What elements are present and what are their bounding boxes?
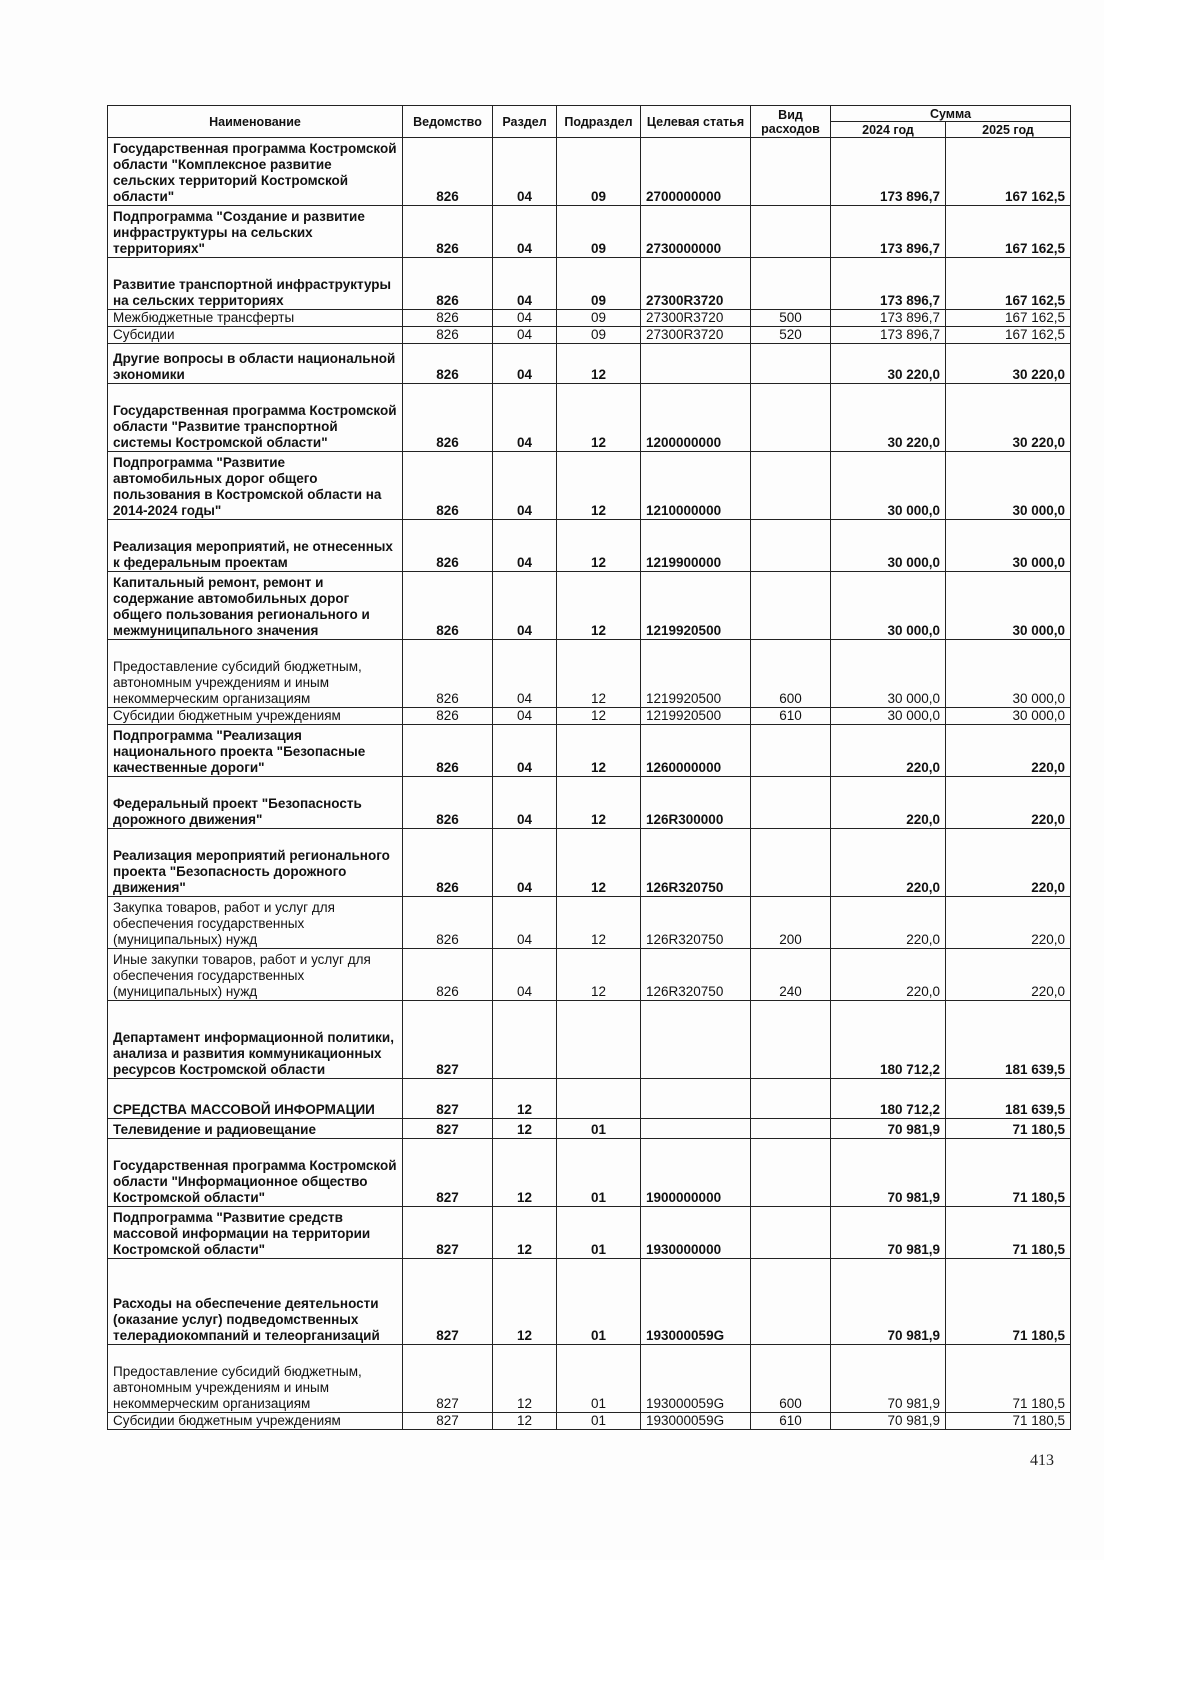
cell-sum-2024: 173 896,7 [831, 206, 946, 258]
table-header [108, 106, 1071, 138]
cell-celevaya-statya: 193000059G [641, 1345, 751, 1413]
cell-vid-rashodov: 610 [751, 1413, 831, 1430]
cell-sum-2025: 181 639,5 [946, 1079, 1071, 1119]
header-year-2025: 2025 год [946, 122, 1071, 138]
cell-name: Федеральный проект "Безопасность дорожного движения" [108, 777, 403, 829]
cell-podrazdel: 09 [557, 310, 641, 327]
cell-celevaya-statya: 126R320750 [641, 949, 751, 1001]
cell-podrazdel: 12 [557, 384, 641, 452]
cell-sum-2025: 30 220,0 [946, 344, 1071, 384]
cell-sum-2025: 167 162,5 [946, 327, 1071, 344]
cell-celevaya-statya: 2700000000 [641, 138, 751, 206]
cell-name: Телевидение и радиовещание [108, 1119, 403, 1139]
cell-sum-2025: 220,0 [946, 829, 1071, 897]
cell-vid-rashodov: 520 [751, 327, 831, 344]
cell-vedomstvo: 827 [403, 1139, 493, 1207]
cell-razdel: 04 [493, 310, 557, 327]
cell-name: Иные закупки товаров, работ и услуг для обеспечения государственных (муниципальных) нужд [108, 949, 403, 1001]
cell-vedomstvo: 826 [403, 777, 493, 829]
cell-sum-2025: 167 162,5 [946, 310, 1071, 327]
cell-vedomstvo: 827 [403, 1345, 493, 1413]
cell-vedomstvo: 826 [403, 344, 493, 384]
cell-vedomstvo: 826 [403, 708, 493, 725]
cell-vid-rashodov [751, 138, 831, 206]
cell-vid-rashodov: 240 [751, 949, 831, 1001]
cell-sum-2024: 70 981,9 [831, 1139, 946, 1207]
cell-sum-2024: 30 220,0 [831, 384, 946, 452]
cell-name: Закупка товаров, работ и услуг для обеспечения государственных (муниципальных) нужд [108, 897, 403, 949]
cell-vedomstvo: 826 [403, 520, 493, 572]
cell-sum-2024: 173 896,7 [831, 138, 946, 206]
header-podrazdel: Подраздел [557, 106, 641, 138]
cell-sum-2024: 173 896,7 [831, 258, 946, 310]
cell-celevaya-statya [641, 1079, 751, 1119]
cell-sum-2025: 30 000,0 [946, 452, 1071, 520]
cell-razdel: 12 [493, 1345, 557, 1413]
cell-vedomstvo: 827 [403, 1119, 493, 1139]
cell-sum-2024: 173 896,7 [831, 327, 946, 344]
cell-sum-2024: 70 981,9 [831, 1413, 946, 1430]
cell-vedomstvo: 826 [403, 572, 493, 640]
cell-name: Реализация мероприятий, не отнесенных к федеральным проектам [108, 520, 403, 572]
cell-sum-2025: 30 220,0 [946, 384, 1071, 452]
cell-podrazdel: 12 [557, 708, 641, 725]
cell-razdel: 12 [493, 1139, 557, 1207]
cell-podrazdel: 12 [557, 725, 641, 777]
cell-razdel: 12 [493, 1413, 557, 1430]
cell-razdel: 12 [493, 1259, 557, 1345]
cell-sum-2025: 220,0 [946, 897, 1071, 949]
table-row [108, 1079, 1071, 1119]
cell-sum-2025: 181 639,5 [946, 1001, 1071, 1079]
cell-name: Департамент информационной политики, анализа и развития коммуникационных ресурсов Костромской области [108, 1001, 403, 1079]
table-row [108, 1345, 1071, 1413]
cell-sum-2024: 220,0 [831, 725, 946, 777]
cell-podrazdel: 01 [557, 1119, 641, 1139]
cell-sum-2024: 30 000,0 [831, 572, 946, 640]
cell-podrazdel: 12 [557, 452, 641, 520]
cell-razdel: 04 [493, 520, 557, 572]
cell-name: Государственная программа Костромской области "Комплексное развитие сельских территорий Костромской области" [108, 138, 403, 206]
cell-podrazdel [557, 1079, 641, 1119]
cell-vid-rashodov [751, 520, 831, 572]
cell-vedomstvo: 826 [403, 829, 493, 897]
cell-sum-2024: 30 220,0 [831, 344, 946, 384]
cell-name: Подпрограмма "Развитие автомобильных дорог общего пользования в Костромской области на 2014-2024 годы" [108, 452, 403, 520]
cell-vedomstvo: 827 [403, 1079, 493, 1119]
cell-sum-2025: 30 000,0 [946, 572, 1071, 640]
table-row [108, 206, 1071, 258]
cell-name: Предоставление субсидий бюджетным, автономным учреждениям и иным некоммерческим организациям [108, 1345, 403, 1413]
table-row [108, 897, 1071, 949]
cell-name: Государственная программа Костромской области "Информационное общество Костромской области" [108, 1139, 403, 1207]
cell-razdel: 04 [493, 258, 557, 310]
cell-podrazdel: 12 [557, 897, 641, 949]
cell-sum-2024: 30 000,0 [831, 452, 946, 520]
cell-celevaya-statya: 2730000000 [641, 206, 751, 258]
cell-celevaya-statya: 193000059G [641, 1413, 751, 1430]
cell-vedomstvo: 826 [403, 897, 493, 949]
cell-sum-2024: 220,0 [831, 777, 946, 829]
cell-vid-rashodov [751, 829, 831, 897]
table-row [108, 138, 1071, 206]
cell-name: Субсидии бюджетным учреждениям [108, 708, 403, 725]
cell-sum-2025: 30 000,0 [946, 520, 1071, 572]
cell-podrazdel: 12 [557, 520, 641, 572]
cell-razdel: 04 [493, 206, 557, 258]
cell-vid-rashodov [751, 1139, 831, 1207]
cell-sum-2024: 180 712,2 [831, 1001, 946, 1079]
cell-podrazdel: 01 [557, 1207, 641, 1259]
cell-podrazdel: 09 [557, 138, 641, 206]
cell-podrazdel: 01 [557, 1139, 641, 1207]
cell-podrazdel: 12 [557, 572, 641, 640]
cell-razdel: 04 [493, 725, 557, 777]
cell-celevaya-statya: 1930000000 [641, 1207, 751, 1259]
cell-razdel: 04 [493, 344, 557, 384]
cell-podrazdel: 01 [557, 1259, 641, 1345]
table-row [108, 1259, 1071, 1345]
header-vid-rashodov: Вид расходов [751, 106, 831, 138]
cell-celevaya-statya: 1219900000 [641, 520, 751, 572]
cell-razdel [493, 1001, 557, 1079]
cell-podrazdel [557, 1001, 641, 1079]
cell-celevaya-statya: 1900000000 [641, 1139, 751, 1207]
cell-name: Подпрограмма "Развитие средств массовой информации на территории Костромской области" [108, 1207, 403, 1259]
cell-podrazdel: 12 [557, 777, 641, 829]
cell-sum-2024: 173 896,7 [831, 310, 946, 327]
cell-podrazdel: 12 [557, 829, 641, 897]
cell-name: СРЕДСТВА МАССОВОЙ ИНФОРМАЦИИ [108, 1079, 403, 1119]
cell-celevaya-statya: 126R320750 [641, 829, 751, 897]
cell-sum-2025: 71 180,5 [946, 1259, 1071, 1345]
cell-vid-rashodov: 600 [751, 1345, 831, 1413]
cell-name: Субсидии [108, 327, 403, 344]
table-row [108, 1001, 1071, 1079]
cell-name: Государственная программа Костромской области "Развитие транспортной системы Костромской области" [108, 384, 403, 452]
cell-name: Межбюджетные трансферты [108, 310, 403, 327]
cell-vedomstvo: 826 [403, 258, 493, 310]
cell-vid-rashodov [751, 452, 831, 520]
cell-sum-2025: 30 000,0 [946, 640, 1071, 708]
cell-razdel: 12 [493, 1207, 557, 1259]
cell-vid-rashodov [751, 1259, 831, 1345]
header-year-2024: 2024 год [831, 122, 946, 138]
cell-vedomstvo: 826 [403, 452, 493, 520]
cell-podrazdel: 12 [557, 949, 641, 1001]
cell-sum-2025: 71 180,5 [946, 1207, 1071, 1259]
cell-podrazdel: 12 [557, 640, 641, 708]
table-row [108, 1139, 1071, 1207]
cell-sum-2025: 167 162,5 [946, 206, 1071, 258]
cell-vedomstvo: 826 [403, 310, 493, 327]
cell-vid-rashodov [751, 384, 831, 452]
cell-sum-2025: 220,0 [946, 949, 1071, 1001]
cell-celevaya-statya [641, 1119, 751, 1139]
cell-sum-2025: 220,0 [946, 725, 1071, 777]
cell-vid-rashodov: 610 [751, 708, 831, 725]
cell-name: Развитие транспортной инфраструктуры на сельских территориях [108, 258, 403, 310]
cell-vid-rashodov [751, 344, 831, 384]
header-razdel: Раздел [493, 106, 557, 138]
cell-podrazdel: 01 [557, 1413, 641, 1430]
cell-vid-rashodov [751, 725, 831, 777]
table-row [108, 949, 1071, 1001]
cell-razdel: 04 [493, 138, 557, 206]
cell-podrazdel: 09 [557, 258, 641, 310]
cell-celevaya-statya: 126R320750 [641, 897, 751, 949]
cell-vid-rashodov [751, 572, 831, 640]
cell-name: Капитальный ремонт, ремонт и содержание автомобильных дорог общего пользования регионального и межмуниципального значения [108, 572, 403, 640]
cell-podrazdel: 01 [557, 1345, 641, 1413]
cell-podrazdel: 09 [557, 206, 641, 258]
cell-celevaya-statya: 1219920500 [641, 572, 751, 640]
cell-sum-2024: 220,0 [831, 949, 946, 1001]
table-row [108, 520, 1071, 572]
cell-sum-2024: 70 981,9 [831, 1119, 946, 1139]
cell-celevaya-statya: 27300R3720 [641, 310, 751, 327]
cell-sum-2024: 70 981,9 [831, 1207, 946, 1259]
cell-name: Подпрограмма "Реализация национального проекта "Безопасные качественные дороги" [108, 725, 403, 777]
cell-name: Реализация мероприятий регионального проекта "Безопасность дорожного движения" [108, 829, 403, 897]
cell-sum-2025: 167 162,5 [946, 138, 1071, 206]
cell-razdel: 04 [493, 384, 557, 452]
cell-vedomstvo: 827 [403, 1259, 493, 1345]
cell-vid-rashodov: 600 [751, 640, 831, 708]
table-row [108, 829, 1071, 897]
cell-sum-2025: 220,0 [946, 777, 1071, 829]
cell-vedomstvo: 826 [403, 725, 493, 777]
cell-vedomstvo: 826 [403, 640, 493, 708]
cell-sum-2024: 220,0 [831, 897, 946, 949]
cell-sum-2024: 220,0 [831, 829, 946, 897]
cell-vedomstvo: 826 [403, 384, 493, 452]
cell-celevaya-statya: 126R300000 [641, 777, 751, 829]
cell-vid-rashodov: 200 [751, 897, 831, 949]
cell-vedomstvo: 826 [403, 327, 493, 344]
header-vedomstvo: Ведомство [403, 106, 493, 138]
cell-celevaya-statya: 27300R3720 [641, 258, 751, 310]
cell-vid-rashodov [751, 206, 831, 258]
header-name: Наименование [108, 106, 403, 138]
cell-vedomstvo: 827 [403, 1001, 493, 1079]
cell-sum-2025: 30 000,0 [946, 708, 1071, 725]
cell-razdel: 04 [493, 572, 557, 640]
cell-vid-rashodov [751, 1001, 831, 1079]
cell-celevaya-statya [641, 344, 751, 384]
cell-vid-rashodov [751, 1119, 831, 1139]
cell-sum-2025: 71 180,5 [946, 1119, 1071, 1139]
cell-sum-2025: 71 180,5 [946, 1345, 1071, 1413]
table-row [108, 1119, 1071, 1139]
table-row [108, 384, 1071, 452]
cell-celevaya-statya: 1219920500 [641, 708, 751, 725]
table-row [108, 327, 1071, 344]
header-summa: Сумма [831, 106, 1071, 122]
cell-celevaya-statya: 1260000000 [641, 725, 751, 777]
cell-vedomstvo: 826 [403, 949, 493, 1001]
cell-razdel: 12 [493, 1119, 557, 1139]
cell-vid-rashodov: 500 [751, 310, 831, 327]
cell-celevaya-statya: 1200000000 [641, 384, 751, 452]
cell-vedomstvo: 827 [403, 1207, 493, 1259]
cell-name: Субсидии бюджетным учреждениям [108, 1413, 403, 1430]
cell-vedomstvo: 826 [403, 206, 493, 258]
cell-razdel: 04 [493, 897, 557, 949]
cell-razdel: 04 [493, 452, 557, 520]
budget-table [107, 105, 1071, 1430]
table-row [108, 572, 1071, 640]
cell-sum-2024: 180 712,2 [831, 1079, 946, 1119]
cell-podrazdel: 12 [557, 344, 641, 384]
cell-vid-rashodov [751, 777, 831, 829]
cell-vedomstvo: 827 [403, 1413, 493, 1430]
cell-celevaya-statya: 1210000000 [641, 452, 751, 520]
cell-sum-2024: 30 000,0 [831, 708, 946, 725]
cell-name: Расходы на обеспечение деятельности (оказание услуг) подведомственных телерадиокомпаний и телеорганизаций [108, 1259, 403, 1345]
cell-razdel: 04 [493, 777, 557, 829]
cell-name: Подпрограмма "Создание и развитие инфраструктуры на сельских территориях" [108, 206, 403, 258]
cell-sum-2024: 30 000,0 [831, 520, 946, 572]
table-body [108, 138, 1071, 1430]
table-row [108, 1207, 1071, 1259]
cell-razdel: 12 [493, 1079, 557, 1119]
cell-razdel: 04 [493, 829, 557, 897]
cell-vid-rashodov [751, 258, 831, 310]
cell-vid-rashodov [751, 1079, 831, 1119]
table-row [108, 258, 1071, 310]
cell-razdel: 04 [493, 327, 557, 344]
cell-sum-2025: 71 180,5 [946, 1139, 1071, 1207]
header-celevaya-statya: Целевая статья [641, 106, 751, 138]
cell-vid-rashodov [751, 1207, 831, 1259]
table-row [108, 777, 1071, 829]
table-row [108, 708, 1071, 725]
cell-celevaya-statya: 27300R3720 [641, 327, 751, 344]
cell-razdel: 04 [493, 949, 557, 1001]
table-row [108, 452, 1071, 520]
cell-celevaya-statya [641, 1001, 751, 1079]
cell-razdel: 04 [493, 708, 557, 725]
table-row [108, 310, 1071, 327]
cell-name: Другие вопросы в области национальной экономики [108, 344, 403, 384]
cell-celevaya-statya: 193000059G [641, 1259, 751, 1345]
cell-sum-2025: 71 180,5 [946, 1413, 1071, 1430]
cell-celevaya-statya: 1219920500 [641, 640, 751, 708]
cell-name: Предоставление субсидий бюджетным, автономным учреждениям и иным некоммерческим организациям [108, 640, 403, 708]
cell-podrazdel: 09 [557, 327, 641, 344]
table-row [108, 640, 1071, 708]
cell-sum-2024: 30 000,0 [831, 640, 946, 708]
page-number: 413 [1030, 1452, 1054, 1469]
cell-sum-2024: 70 981,9 [831, 1259, 946, 1345]
table-row [108, 1413, 1071, 1430]
table-row [108, 344, 1071, 384]
table-row [108, 725, 1071, 777]
cell-sum-2025: 167 162,5 [946, 258, 1071, 310]
cell-razdel: 04 [493, 640, 557, 708]
cell-sum-2024: 70 981,9 [831, 1345, 946, 1413]
cell-vedomstvo: 826 [403, 138, 493, 206]
